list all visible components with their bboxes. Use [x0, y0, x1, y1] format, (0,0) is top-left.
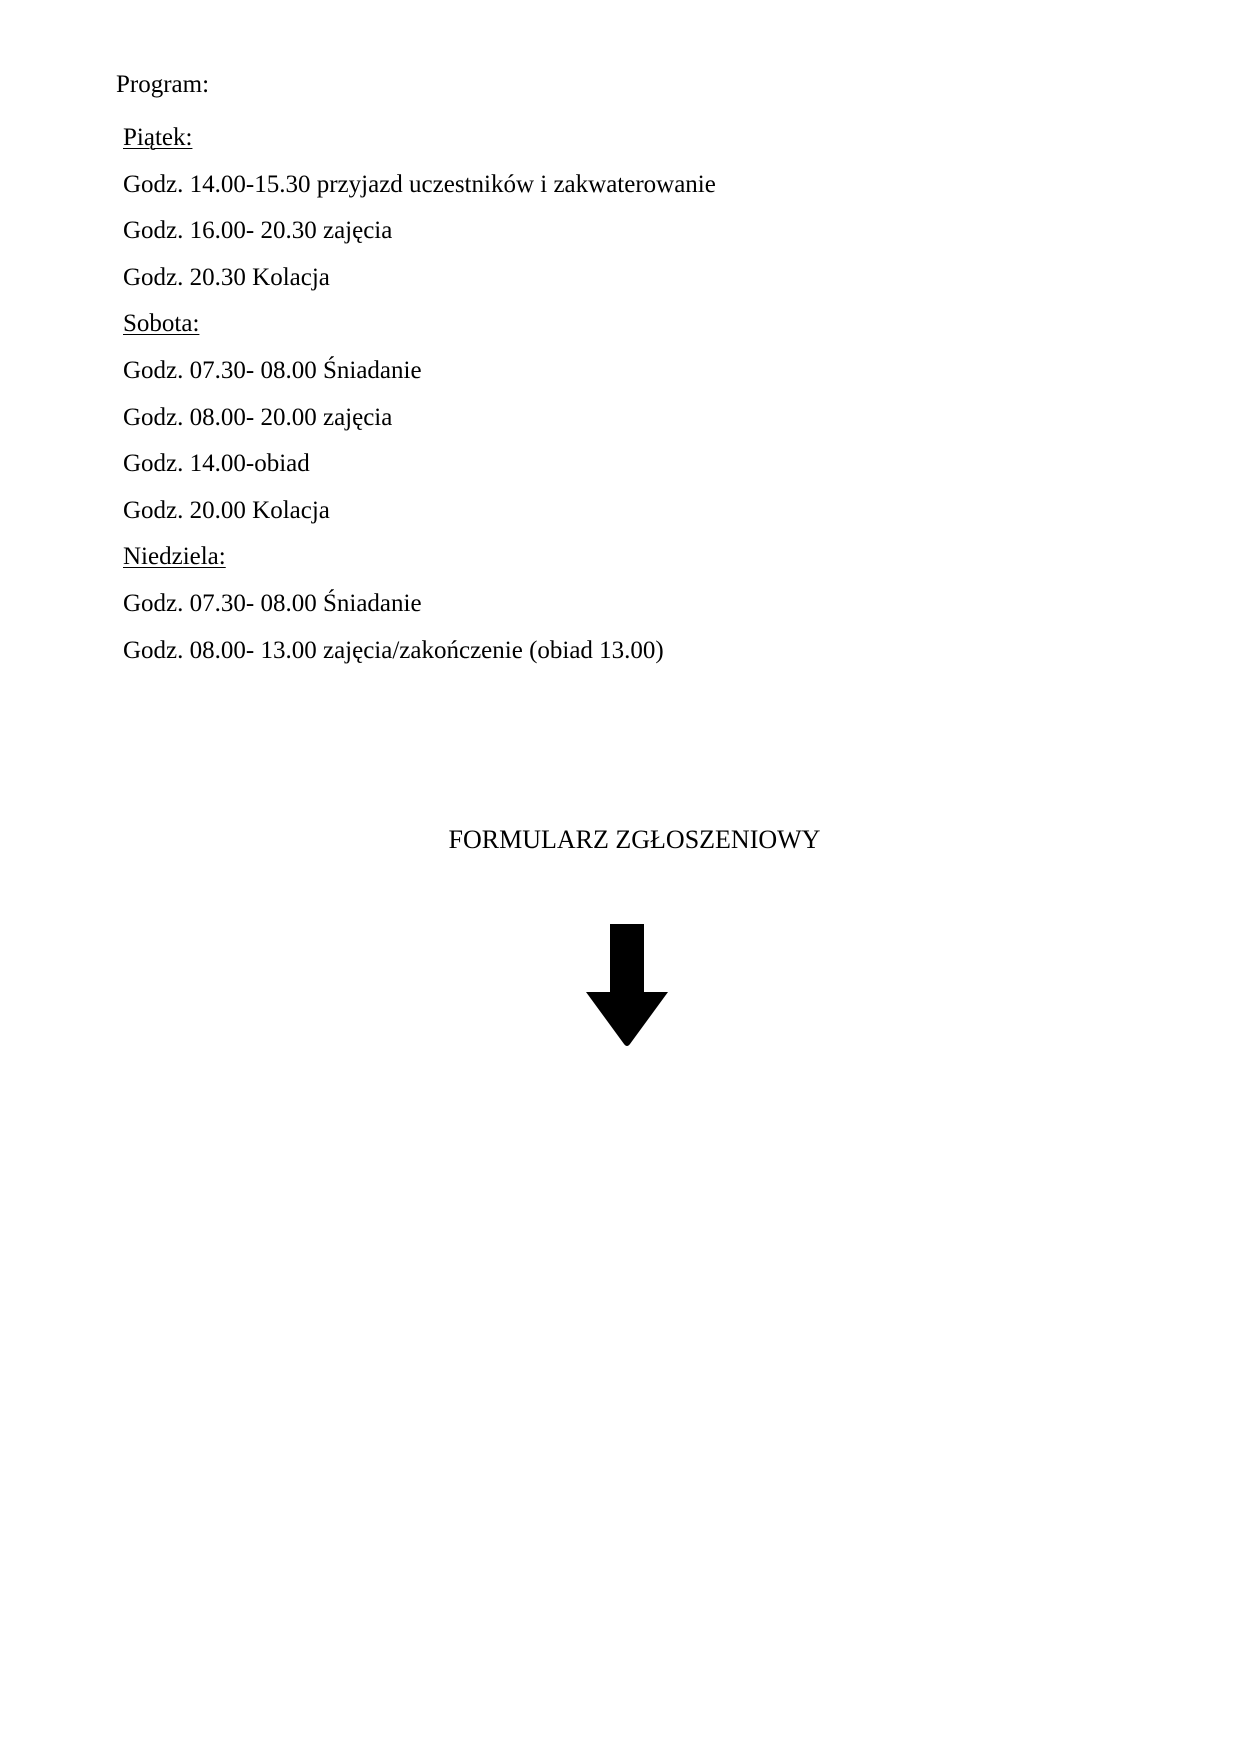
arrow-down-icon [584, 924, 670, 1048]
schedule-item: Godz. 14.00-obiad [123, 450, 310, 478]
day-heading-friday: Piątek: [123, 124, 193, 151]
schedule-item: Godz. 08.00- 13.00 zajęcia/zakończenie (obiad 13.00) [123, 636, 664, 664]
day-heading-saturday: Sobota: [123, 310, 200, 338]
day-heading-sunday: Niedziela: [123, 543, 226, 571]
schedule-item: Godz. 20.30 Kolacja [123, 263, 330, 291]
schedule-item: Godz. 20.00 Kolacja [123, 496, 330, 524]
schedule-item: Godz. 14.00-15.30 przyjazd uczestników i zakwaterowanie [123, 170, 716, 198]
program-title: Program: [116, 71, 210, 98]
schedule-item: Godz. 07.30- 08.00 Śniadanie [123, 589, 422, 617]
schedule-item: Godz. 16.00- 20.30 zajęcia [123, 217, 393, 245]
schedule-item: Godz. 07.30- 08.00 Śniadanie [123, 356, 422, 384]
schedule-item: Godz. 08.00- 20.00 zajęcia [123, 403, 393, 431]
program-schedule [123, 115, 1023, 674]
form-heading: FORMULARZ ZGŁOSZENIOWY [448, 825, 821, 854]
